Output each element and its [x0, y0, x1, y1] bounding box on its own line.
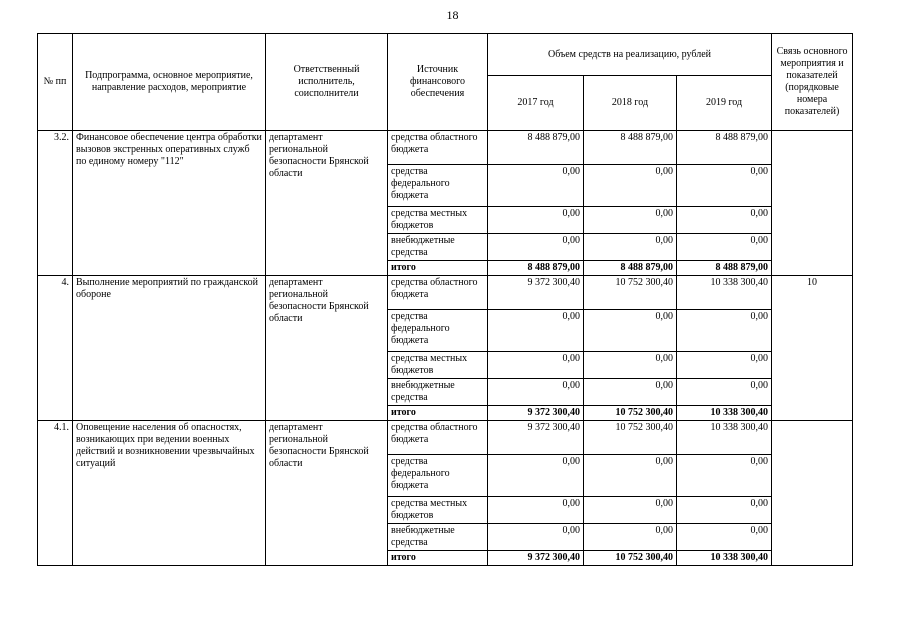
amount-2018: 10 752 300,40	[584, 406, 677, 421]
amount-2019: 0,00	[677, 352, 772, 379]
executor-name: департамент региональной безопасности Брянской области	[266, 421, 388, 566]
amount-2019: 0,00	[677, 379, 772, 406]
amount-2017: 0,00	[488, 352, 584, 379]
table-row	[38, 131, 853, 165]
amount-2018: 8 488 879,00	[584, 261, 677, 276]
executor-name: департамент региональной безопасности Брянской области	[266, 131, 388, 276]
program-name: Выполнение мероприятий по гражданской обороне	[73, 276, 266, 421]
funding-source: итого	[388, 551, 488, 566]
funding-source: средства местных бюджетов	[388, 497, 488, 524]
header-year-2017: 2017 год	[488, 76, 584, 131]
amount-2018: 8 488 879,00	[584, 131, 677, 165]
amount-2018: 0,00	[584, 207, 677, 234]
budget-table	[37, 33, 853, 566]
amount-2017: 0,00	[488, 497, 584, 524]
amount-2019: 0,00	[677, 165, 772, 207]
amount-2017: 8 488 879,00	[488, 261, 584, 276]
amount-2019: 0,00	[677, 455, 772, 497]
amount-2018: 0,00	[584, 379, 677, 406]
indicator-link	[772, 131, 853, 276]
header-volume: Объем средств на реализацию, рублей	[488, 34, 772, 76]
amount-2018: 0,00	[584, 524, 677, 551]
funding-source: внебюджетные средства	[388, 234, 488, 261]
amount-2017: 0,00	[488, 310, 584, 352]
amount-2019: 10 338 300,40	[677, 421, 772, 455]
funding-source: средства местных бюджетов	[388, 207, 488, 234]
header-source: Источник финансового обеспечения	[388, 34, 488, 131]
amount-2017: 0,00	[488, 234, 584, 261]
program-name: Оповещение населения об опасностях, возникающих при ведении военных действий и возникновении чрезвычайных ситуаций	[73, 421, 266, 566]
amount-2018: 0,00	[584, 455, 677, 497]
funding-source: средства областного бюджета	[388, 131, 488, 165]
amount-2018: 10 752 300,40	[584, 276, 677, 310]
amount-2017: 9 372 300,40	[488, 406, 584, 421]
amount-2017: 0,00	[488, 207, 584, 234]
amount-2019: 10 338 300,40	[677, 406, 772, 421]
amount-2017: 0,00	[488, 524, 584, 551]
funding-source: средства областного бюджета	[388, 421, 488, 455]
amount-2019: 8 488 879,00	[677, 131, 772, 165]
amount-2019: 0,00	[677, 524, 772, 551]
item-number: 4.	[38, 276, 73, 421]
amount-2017: 0,00	[488, 455, 584, 497]
table-body	[38, 131, 853, 566]
funding-source: внебюджетные средства	[388, 524, 488, 551]
header-year-2019: 2019 год	[677, 76, 772, 131]
header-executor: Ответственный исполнитель, соисполнители	[266, 34, 388, 131]
amount-2019: 10 338 300,40	[677, 276, 772, 310]
amount-2018: 0,00	[584, 165, 677, 207]
funding-source: внебюджетные средства	[388, 379, 488, 406]
header-program: Подпрограмма, основное мероприятие, направление расходов, мероприятие	[73, 34, 266, 131]
header-link: Связь основного мероприятия и показателей (порядковые номера показателей)	[772, 34, 853, 131]
table-row	[38, 421, 853, 455]
amount-2019: 0,00	[677, 310, 772, 352]
amount-2019: 0,00	[677, 234, 772, 261]
amount-2019: 0,00	[677, 207, 772, 234]
amount-2018: 0,00	[584, 497, 677, 524]
amount-2018: 10 752 300,40	[584, 551, 677, 566]
amount-2018: 0,00	[584, 352, 677, 379]
funding-source: средства областного бюджета	[388, 276, 488, 310]
amount-2019: 0,00	[677, 497, 772, 524]
amount-2017: 9 372 300,40	[488, 276, 584, 310]
amount-2017: 0,00	[488, 165, 584, 207]
amount-2019: 8 488 879,00	[677, 261, 772, 276]
funding-source: средства местных бюджетов	[388, 352, 488, 379]
item-number: 4.1.	[38, 421, 73, 566]
item-number: 3.2.	[38, 131, 73, 276]
amount-2018: 10 752 300,40	[584, 421, 677, 455]
amount-2017: 0,00	[488, 379, 584, 406]
page-number: 18	[446, 8, 459, 22]
funding-source: средства федерального бюджета	[388, 165, 488, 207]
amount-2019: 10 338 300,40	[677, 551, 772, 566]
header-num: № пп	[38, 34, 73, 131]
table-row	[38, 276, 853, 310]
header-year-2018: 2018 год	[584, 76, 677, 131]
program-name: Финансовое обеспечение центра обработки вызовов экстренных оперативных служб по единому номеру "112"	[73, 131, 266, 276]
indicator-link	[772, 421, 853, 566]
amount-2018: 0,00	[584, 234, 677, 261]
indicator-link: 10	[772, 276, 853, 421]
funding-source: средства федерального бюджета	[388, 455, 488, 497]
amount-2017: 9 372 300,40	[488, 551, 584, 566]
funding-source: итого	[388, 261, 488, 276]
amount-2018: 0,00	[584, 310, 677, 352]
amount-2017: 8 488 879,00	[488, 131, 584, 165]
funding-source: итого	[388, 406, 488, 421]
amount-2017: 9 372 300,40	[488, 421, 584, 455]
funding-source: средства федерального бюджета	[388, 310, 488, 352]
executor-name: департамент региональной безопасности Брянской области	[266, 276, 388, 421]
